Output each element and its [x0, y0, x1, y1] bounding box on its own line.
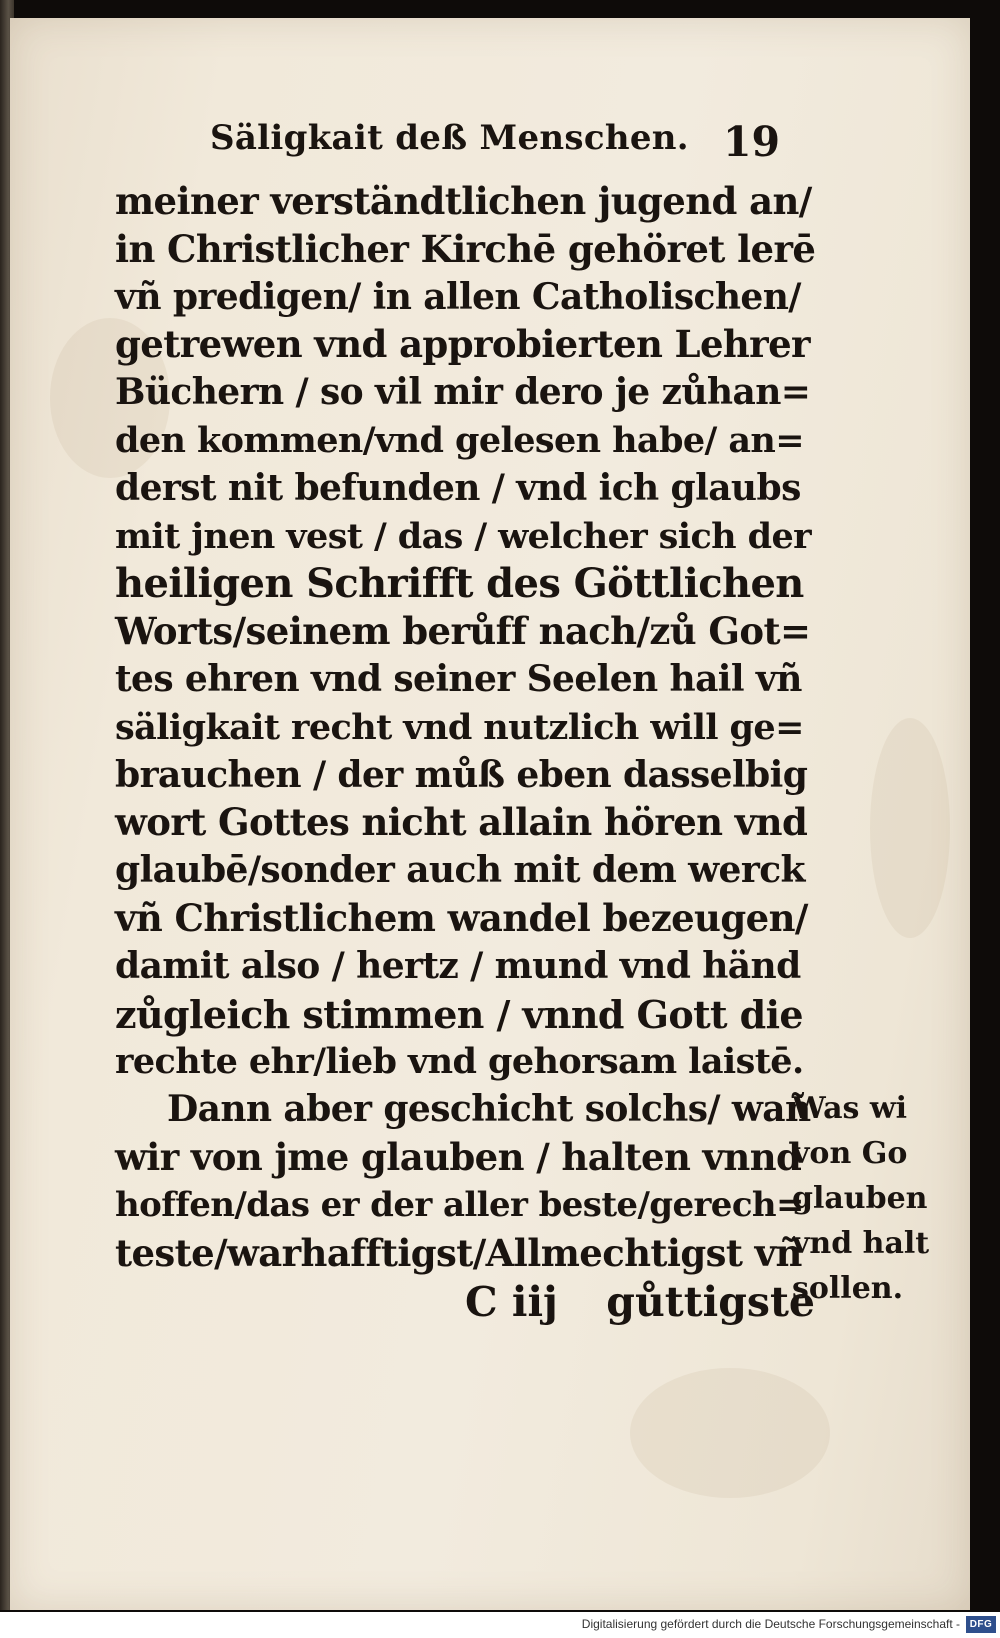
text-line: hoffen/das er der aller beste/gerech=	[115, 1184, 804, 1225]
text-line: meiner verständtlichen jugend an/	[115, 179, 812, 223]
text-line: teste/warhafftigst/Allmechtigst vñ	[115, 1230, 802, 1275]
text-line: säligkait recht vnd nutzlich will ge=	[115, 706, 804, 748]
text-line: zůgleich stimmen / vnnd Gott die	[115, 991, 804, 1037]
text-line: wir von jme glauben / halten vnnd	[115, 1134, 802, 1179]
text-line: getrewen vnd approbierten Lehrer	[115, 322, 810, 367]
catchline	[465, 1278, 815, 1334]
text-line: tes ehren vnd seiner Seelen hail vñ	[115, 657, 802, 700]
text-line: derst nit befunden / vnd ich glaubs	[115, 466, 801, 509]
running-head-title: Säligkait deß Menschen.	[210, 118, 689, 158]
text-line: vñ Christlichem wandel bezeugen/	[115, 895, 808, 940]
marginal-note-line: vnd halt	[792, 1226, 930, 1261]
marginal-note-line: sollen.	[792, 1271, 904, 1306]
signature-mark: C iij	[465, 1278, 558, 1326]
text-line: rechte ehr/lieb vnd gehorsam laistē.	[115, 1041, 804, 1083]
text-line: heiligen Schrifft des Göttlichen	[115, 560, 804, 608]
marginal-note-line: Was wi	[792, 1091, 908, 1126]
text-line: den kommen/vnd gelesen habe/ an=	[115, 419, 804, 461]
paper-stain	[630, 1368, 830, 1498]
page-number: 19	[722, 118, 780, 166]
body-text	[115, 178, 815, 1277]
marginal-note-line: glauben	[792, 1181, 928, 1216]
marginal-note	[792, 1086, 960, 1311]
marginal-note-line: von Go	[792, 1136, 908, 1171]
text-line: in Christlicher Kirchē gehöret lerē	[115, 226, 816, 271]
digitization-footer	[0, 1612, 1000, 1638]
paragraph-start-line: Dann aber geschicht solchs/ wañ	[167, 1088, 811, 1131]
catchword: gůttigste	[606, 1278, 815, 1326]
text-line: glaubē/sonder auch mit dem werck	[115, 849, 805, 892]
text-line: Büchern / so vil mir dero je zůhan=	[115, 371, 811, 414]
paper-stain	[870, 718, 950, 938]
text-line: Worts/seinem berůff nach/zů Got=	[115, 609, 811, 654]
running-head	[210, 118, 780, 178]
text-line: damit also / hertz / mund vnd händ	[115, 944, 801, 987]
text-line: wort Gottes nicht allain hören vnd	[115, 800, 808, 845]
text-line: vñ predigen/ in allen Catholischen/	[115, 275, 801, 318]
text-line: mit jnen vest / das / welcher sich der	[115, 515, 811, 557]
dfg-logo: DFG	[966, 1616, 996, 1633]
funding-credit: Digitalisierung gefördert durch die Deutsche Forschungsgemeinschaft -	[581, 1617, 960, 1631]
text-line: brauchen / der můß eben dasselbig	[115, 753, 808, 796]
